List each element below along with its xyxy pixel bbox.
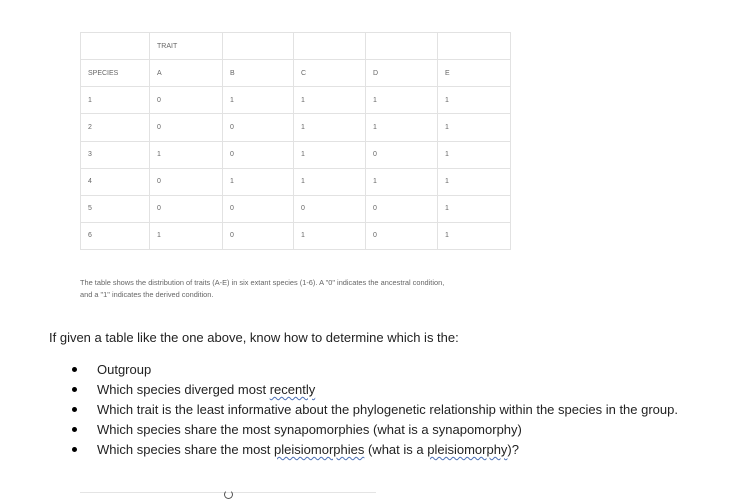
question-text: (what is a [364,442,428,457]
empty-corner-cell [81,33,150,60]
trait-value: 1 [294,222,366,249]
trait-letter: C [294,60,366,87]
species-id: 6 [81,222,150,249]
trait-value: 1 [438,141,511,168]
list-item [72,400,692,420]
table-header-row [81,33,511,60]
trait-table [80,32,511,250]
trait-value: 0 [366,141,438,168]
partial-glyph-icon [224,490,233,499]
prompt-text: If given a table like the one above, know how to determine which is the: [49,330,459,345]
trait-value: 0 [150,87,223,114]
trait-value: 1 [294,141,366,168]
question-text: Outgroup [97,362,152,377]
species-id: 3 [81,141,150,168]
question-text: Which species share the most synapomorphies (what is a synapomorphy) [97,422,522,437]
table-row [81,222,511,249]
trait-value: 1 [223,168,294,195]
list-item [72,360,692,380]
trait-letter: A [150,60,223,87]
species-id: 5 [81,195,150,222]
trait-value: 1 [294,168,366,195]
spellcheck-word[interactable]: recently [269,382,316,397]
table-row [81,195,511,222]
list-item [72,380,692,400]
empty-header-cell [366,33,438,60]
trait-value: 1 [438,168,511,195]
spellcheck-word[interactable]: pleisiomorphies [274,442,365,457]
trait-value: 1 [150,222,223,249]
trait-value: 1 [223,87,294,114]
trait-value: 0 [366,222,438,249]
species-id: 2 [81,114,150,141]
trait-value: 0 [223,141,294,168]
caption-line: The table shows the distribution of traits (A-E) in six extant species (1-6). A "0" indicates the ancestral condition, [80,278,445,287]
trait-value: 1 [438,195,511,222]
trait-value: 1 [366,168,438,195]
trait-value: 0 [223,222,294,249]
empty-header-cell [223,33,294,60]
table-row [81,168,511,195]
empty-header-cell [294,33,366,60]
trait-value: 0 [223,195,294,222]
trait-value: 0 [150,114,223,141]
trait-value: 1 [366,114,438,141]
trait-value: 1 [438,87,511,114]
bullet-icon [72,447,77,452]
spellcheck-word[interactable]: pleisiomorphy [427,442,508,457]
question-text: Which species share the most [97,442,275,457]
bullet-icon [72,407,77,412]
species-heading: SPECIES [81,60,150,87]
trait-value: 0 [150,195,223,222]
trait-value: 0 [366,195,438,222]
trait-value: 0 [150,168,223,195]
trait-value: 1 [150,141,223,168]
trait-value: 0 [294,195,366,222]
bullet-icon [72,367,77,372]
list-item [72,440,692,460]
trait-value: 1 [294,87,366,114]
question-list [72,360,692,460]
question-text: Which species diverged most [97,382,270,397]
question-text: Which trait is the least informative about the phylogenetic relationship within the species in the group. [97,402,678,417]
trait-value: 1 [438,222,511,249]
trait-letter: B [223,60,294,87]
empty-header-cell [438,33,511,60]
caption-line: and a "1" indicates the derived condition. [80,290,214,299]
bullet-icon [72,427,77,432]
table-row [81,87,511,114]
trait-value: 1 [438,114,511,141]
question-text: )? [507,442,519,457]
trait-letter-row [81,60,511,87]
trait-value: 1 [294,114,366,141]
trait-letter: E [438,60,511,87]
trait-value: 0 [223,114,294,141]
table-caption [80,277,520,301]
table-row [81,141,511,168]
bullet-icon [72,387,77,392]
trait-letter: D [366,60,438,87]
table-row [81,114,511,141]
trait-heading: TRAIT [150,33,223,60]
species-id: 4 [81,168,150,195]
species-id: 1 [81,87,150,114]
trait-value: 1 [366,87,438,114]
list-item [72,420,692,440]
